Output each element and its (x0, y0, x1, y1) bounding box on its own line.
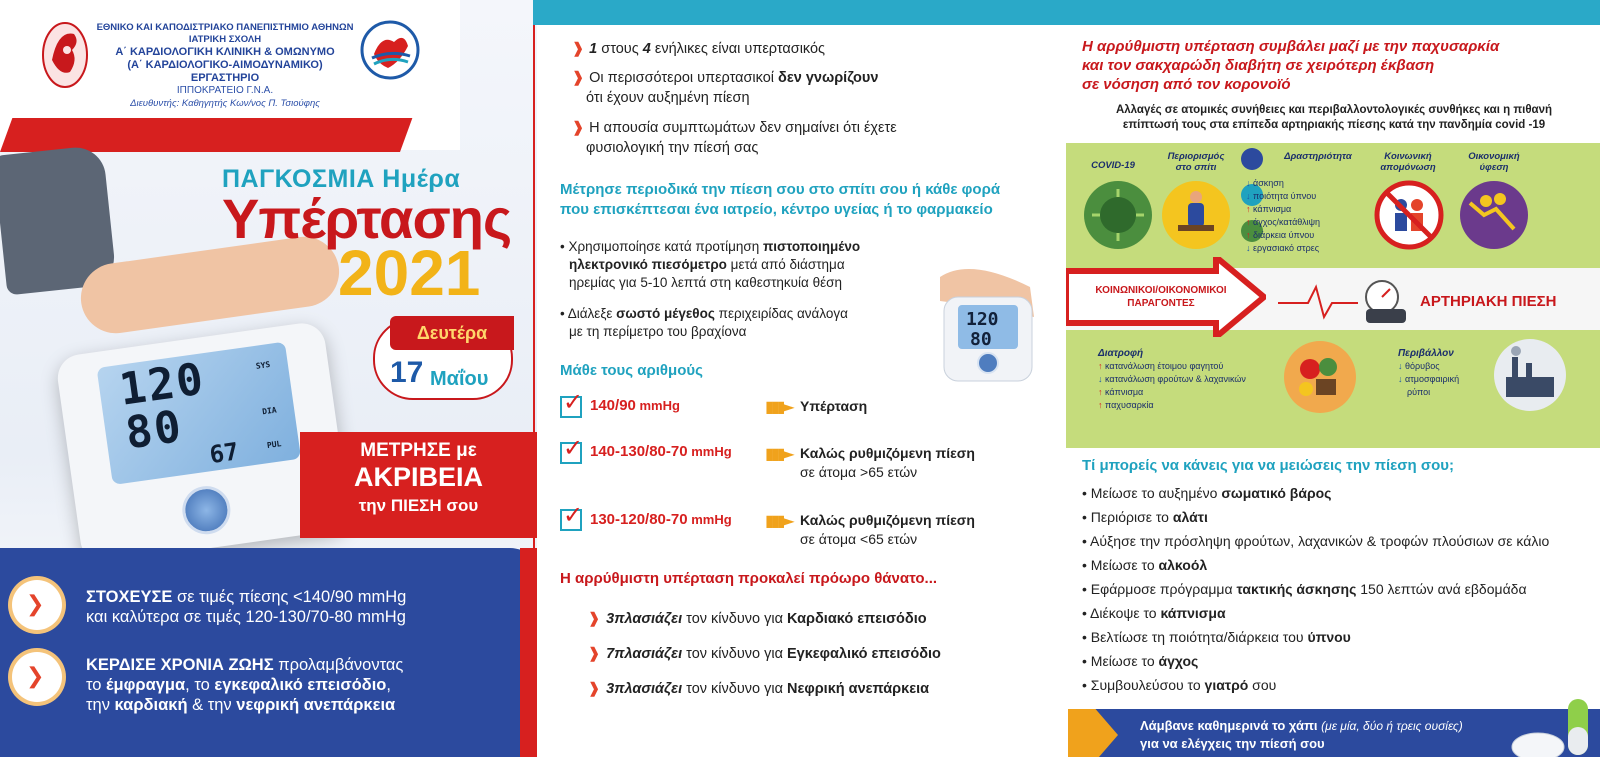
activity-item: ↑ διάρκεια ύπνου (1246, 230, 1315, 240)
bullet-chevron-icon: ❱ (572, 120, 585, 136)
covid-heading-l3: σε νόσηση από τον κορονοϊό (1082, 76, 1291, 93)
activity-item: ↑ κάπνισμα (1246, 204, 1292, 214)
lab-name: (Α΄ ΚΑΡΔΙΟΛΟΓΙΚΟ-ΑΙΜΟΔΥΝΑΜΙΚΟ) ΕΡΓΑΣΤΗΡΙΟ (127, 59, 323, 84)
numbers-heading: Μάθε τους αριθμούς (560, 362, 703, 379)
activity-item: ↑ άγχος/κατάθλιψη (1246, 217, 1321, 227)
monitor-sys-label: SYS (255, 359, 271, 371)
checkbox-icon: ✓ (560, 509, 582, 531)
tip2-d: με τη περίμετρο του βραχίονα (569, 324, 747, 339)
pill-text-l1: Λάμβανε καθημερινά το χάπι (1140, 718, 1322, 733)
main-title: Υπέρτασης (222, 187, 512, 250)
goal2-l3d: νεφρική ανεπάρκεια (236, 696, 396, 714)
date-month: Μαΐου (430, 368, 489, 390)
activity-list (1246, 177, 1320, 255)
tip2-b: σωστό μέγεθος (616, 306, 715, 321)
goal2-l2d: εγκεφαλικό επεισόδιο (214, 676, 387, 694)
social-label-l1: Κοινωνική (1384, 151, 1432, 162)
covid-subheading (1068, 103, 1600, 133)
covid-heading (1082, 37, 1582, 94)
pill-text-italic: (με μία, δύο ή τρεις ουσίες) (1321, 719, 1463, 733)
arrow-right-icon: ▮▮▮► (765, 444, 792, 463)
year: 2021 (338, 237, 481, 309)
measure-heading-l2: που επισκέπτεσαι ένα ιατρείο, κέντρο υγείας ή το φαρμακείο (560, 201, 993, 218)
bullet-chevron-icon: ❱ (588, 646, 601, 662)
dot-icon: • (1082, 605, 1091, 621)
monitor-screen (97, 342, 302, 485)
goal1-bold: ΣΤΟΧΕΥΣΕ (86, 588, 173, 606)
virus-icon (1082, 179, 1154, 251)
measure-line-1: ΜΕΤΡΗΣΕ με (360, 440, 477, 461)
what-can-you-do-heading: Τί μπορείς να κάνεις για να μειώσεις την πίεση σου; (1082, 457, 1455, 474)
mini-monitor-sys: 120 (966, 309, 999, 330)
bp-label-2: Καλώς ρυθμιζόμενη πίεση σε άτομα >65 ετών (800, 445, 975, 480)
goal2-l2b: έμφραγμα (106, 676, 186, 694)
lifestyle-tip: • Αύξησε την πρόσληψη φρούτων, λαχανικών & τροφών πλούσιων σε κάλιο (1082, 533, 1550, 549)
tip1-a: Χρησιμοποίησε κατά προτίμηση (568, 239, 763, 254)
university-text (95, 22, 355, 111)
lifestyle-tip: • Εφάρμοσε πρόγραμμα τακτικής άσκησης 150 λεπτών ανά εβδομάδα (1082, 581, 1527, 597)
measure-heading-l1: Μέτρησε περιοδικά την πίεση σου στο σπίτι σου ή κάθε φορά (560, 181, 1001, 198)
middle-column (560, 25, 1060, 757)
stay-home-icon (1160, 179, 1232, 251)
env-item: ↓ θόρυβος (1398, 361, 1440, 371)
left-panel (0, 0, 537, 757)
dot-icon: • (560, 239, 569, 254)
tip1-c: ηλεκτρονικό πιεσόμετρο (569, 257, 727, 272)
activity-item: ↓ άσκηση (1246, 178, 1284, 188)
home-label (1156, 151, 1236, 173)
goal1-line2: και καλύτερα σε τιμές 120-130/70-80 mmHg (86, 608, 406, 626)
fact3-b: φυσιολογική την πίεσή σας (586, 140, 759, 156)
environment-heading: Περιβάλλον (1398, 348, 1454, 359)
heart-logo-icon (360, 20, 420, 80)
fact2-c: ότι έχουν αυξημένη πίεση (586, 90, 750, 106)
activity-item: ↓ εργασιακό στρες (1246, 243, 1320, 253)
monitor-dia: 80 (122, 400, 186, 460)
diet-item: ↑ κάπνισμα (1098, 387, 1144, 397)
fact-2 (572, 68, 878, 108)
bp-value-1: 140/90 mmHg (590, 397, 680, 414)
social-label-l2: απομόνωση (1380, 162, 1436, 173)
dot-icon: • (560, 306, 568, 321)
goal-1 (86, 587, 406, 627)
socio-l2: ΠΑΡΑΓΟΝΤΕΣ (1127, 298, 1195, 309)
socio-factors-label (1076, 284, 1246, 310)
goal2-l3c: & την (187, 696, 237, 714)
home-label-l1: Περιορισμός (1167, 151, 1225, 162)
goals-box (0, 548, 537, 757)
athena-logo-icon (40, 20, 90, 90)
fact1-b: στους (597, 41, 643, 57)
tip1-d: μετά από διάστημα (726, 257, 845, 272)
home-label-l2: στο σπίτι (1175, 162, 1217, 173)
social-isolation-icon (1373, 179, 1445, 251)
bullet-chevron-icon: ❱ (572, 70, 585, 86)
lifestyle-tip: • Μείωσε το αλκοόλ (1082, 557, 1208, 573)
fact3-a: Η απουσία συμπτωμάτων δεν σημαίνει ότι έχετε (589, 120, 897, 136)
diet-item: ↑ κατανάλωση έτοιμου φαγητού (1098, 361, 1224, 371)
measure-tip-1 (560, 238, 900, 292)
diet-list (1098, 347, 1246, 412)
director-name: Διευθυντής: Καθηγητής Κων/νος Π. Τσιούφης (130, 98, 320, 109)
diet-item: ↓ κατανάλωση φρούτων & λαχανικών (1098, 374, 1246, 384)
hospital-name: ΙΠΠΟΚΡΑΤΕΙΟ Γ.Ν.Α. (176, 85, 274, 96)
monitor-pul: 67 (207, 437, 241, 470)
covid-label: COVID-19 (1091, 160, 1135, 171)
env-item: ↓ ατμοσφαιρική (1398, 374, 1460, 384)
chevron-right-icon: ❯ (26, 592, 45, 617)
fact1-c: 4 (642, 41, 651, 57)
dot-icon: • (1082, 581, 1091, 597)
death-heading: Η αρρύθμιστη υπέρταση προκαλεί πρόωρο θάνατο... (560, 570, 938, 587)
clinic-name: Α΄ ΚΑΡΔΙΟΛΟΓΙΚΗ ΚΛΙΝΙΚΗ & ΟΜΩΝΥΜΟ (115, 46, 335, 58)
economic-recession-icon (1458, 179, 1530, 251)
goal2-l2c: , το (185, 676, 215, 694)
date-weekday: Δευτέρα (390, 316, 514, 350)
activity-label: Δραστηριότητα (1284, 151, 1352, 162)
diet-item: ↑ παχυσαρκία (1098, 400, 1154, 410)
world-day-label: ΠΑΓΚΟΣΜΙΑ Ημέρα (222, 165, 461, 193)
env-item: ρύποι (1407, 387, 1431, 397)
arrow-right-icon: ▮▮▮► (765, 511, 792, 530)
activity-item: ↓ ποιότητα ύπνου (1246, 191, 1317, 201)
fact1-a: 1 (589, 41, 598, 57)
tip1-b: πιστοποιημένο (762, 239, 861, 254)
date-number: 17 (390, 356, 424, 389)
bp-label-3: Καλώς ρυθμιζόμενη πίεση σε άτομα <65 ετών (800, 512, 975, 547)
pill-text-l2: για να ελέγχεις την πίεσή σου (1140, 736, 1325, 751)
dot-icon: • (1082, 629, 1091, 645)
dot-icon: • (1082, 533, 1091, 549)
top-teal-bar (533, 0, 1600, 25)
social-label (1370, 151, 1446, 173)
bp-value-2: 140-130/80-70 mmHg (590, 443, 732, 460)
dot-icon: • (1082, 509, 1091, 525)
bullet-chevron-icon: ❱ (588, 611, 601, 627)
measure-line-3: την ΠΙΕΣΗ σου (358, 496, 479, 515)
checkbox-icon: ✓ (560, 396, 582, 418)
risk-1: ❱ 3πλασιάζει τον κίνδυνο για Καρδιακό επεισόδιο (588, 611, 927, 627)
goal2-chevron-circle (12, 652, 62, 702)
bp-label-1: Υπέρταση (800, 398, 868, 414)
risk-2: ❱ 7πλασιάζει τον κίνδυνο για Εγκεφαλικό επεισόδιο (588, 646, 941, 662)
dot-icon: • (1082, 485, 1091, 501)
diet-heading: Διατροφή (1098, 348, 1144, 359)
mini-monitor-dia: 80 (970, 329, 992, 350)
food-icon (1282, 339, 1358, 415)
university-name: ΕΘΝΙΚΟ ΚΑΙ ΚΑΠΟΔΙΣΤΡΙΑΚΟ ΠΑΝΕΠΙΣΤΗΜΙΟ ΑΘΗΝΩΝ (96, 22, 354, 33)
economy-label-l2: ύφεση (1479, 162, 1509, 173)
arterial-pressure-label: ΑΡΤΗΡΙΑΚΗ ΠΙΕΣΗ (1420, 293, 1557, 310)
pill-banner-text (1140, 717, 1463, 752)
fact2-a: Οι περισσότεροι υπερτασικοί (589, 70, 779, 86)
fact1-d: ενήλικες είναι υπερτασικός (650, 41, 826, 57)
covid-sub-l1: Αλλαγές σε ατομικές συνήθειες και περιβαλλοντολογικές συνθήκες και η πιθανή (1115, 104, 1553, 116)
economy-label-l1: Οικονομική (1468, 151, 1520, 162)
goal2-l3b: καρδιακή (114, 696, 188, 714)
dot-icon: • (1082, 653, 1091, 669)
goal2-l2a: το (86, 676, 107, 694)
goal2-rest: προλαμβάνοντας (273, 656, 404, 674)
bullet-chevron-icon: ❱ (572, 41, 585, 57)
covid-heading-l2: και τον σακχαρώδη διαβήτη σε χειρότερη έκβαση (1082, 57, 1435, 74)
measure-heading (560, 180, 1000, 220)
monitor-sys: 120 (116, 353, 209, 416)
measure-line-2: ΑΚΡΙΒΕΙΑ (353, 462, 483, 492)
covid-heading-l1: Η αρρύθμιστη υπέρταση συμβάλει μαζί με την παχυσαρκία (1082, 38, 1500, 55)
dot-icon: • (1082, 557, 1091, 573)
monitor-dia-label: DIA (261, 405, 278, 417)
lifestyle-tip: • Διέκοψε το κάπνισμα (1082, 605, 1226, 621)
bp-value-3: 130-120/80-70 mmHg (590, 511, 732, 528)
fact-3 (572, 118, 897, 158)
checkbox-icon: ✓ (560, 442, 582, 464)
monitor-pul-label: PUL (266, 439, 282, 451)
mini-bp-monitor-icon (930, 257, 1042, 387)
lifestyle-tip: • Περιόρισε το αλάτι (1082, 509, 1208, 525)
ecg-gauge-icon (1278, 273, 1418, 325)
school-name: ΙΑΤΡΙΚΗ ΣΧΟΛΗ (188, 34, 262, 45)
arrow-right-icon: ▮▮▮► (765, 397, 792, 416)
fact2-b: δεν γνωρίζουν (778, 70, 879, 86)
monitor-power-button (179, 483, 233, 537)
goal2-l3a: την (86, 696, 115, 714)
goal1-rest: σε τιμές πίεσης <140/90 mmHg (172, 588, 407, 606)
pill-icon (1508, 693, 1600, 757)
covid-sub-l2: επίπτωσή τους στα επίπεδα αρτηριακής πίεσης κατά την πανδημία covid -19 (1122, 119, 1546, 131)
lifestyle-tip: • Μείωσε το αυξημένο σωματικό βάρος (1082, 485, 1332, 501)
column-divider (533, 25, 535, 757)
economy-label (1454, 151, 1534, 173)
header-red-stripe (0, 118, 412, 152)
goal2-l2e: , (386, 676, 391, 694)
bullet-chevron-icon: ❱ (588, 681, 601, 697)
tip2-a: Διάλεξε (567, 306, 617, 321)
socio-l1: ΚΟΙΝΩΝΙΚΟΙ/ΟΙΚΟΝΟΜΙΚΟΙ (1095, 285, 1227, 296)
tip2-c: περιχειρίδας ανάλογα (714, 306, 848, 321)
dot-icon: • (1082, 677, 1091, 693)
goal1-chevron-circle (12, 580, 62, 630)
tip1-e: ηρεμίας για 5-10 λεπτά στη καθεστηκυία θέση (569, 275, 842, 290)
environment-list (1398, 347, 1459, 399)
lifestyle-tip: • Βελτίωσε τη ποιότητα/διάρκεια του ύπνου (1082, 629, 1351, 645)
measure-tip-2 (560, 305, 900, 341)
goal-2 (86, 655, 403, 715)
chevron-right-icon: ❯ (26, 664, 45, 689)
risk-3: ❱ 3πλασιάζει τον κίνδυνο για Νεφρική ανεπάρκεια (588, 681, 930, 697)
goal2-bold: ΚΕΡΔΙΣΕ ΧΡΟΝΙΑ ΖΩΗΣ (86, 656, 274, 674)
fact-1 (572, 39, 825, 59)
lifestyle-tip: • Μείωσε το άγχος (1082, 653, 1199, 669)
lifestyle-tip: • Συμβουλεύσου το γιατρό σου (1082, 677, 1277, 693)
right-column (1068, 25, 1600, 757)
factory-icon (1492, 337, 1568, 413)
